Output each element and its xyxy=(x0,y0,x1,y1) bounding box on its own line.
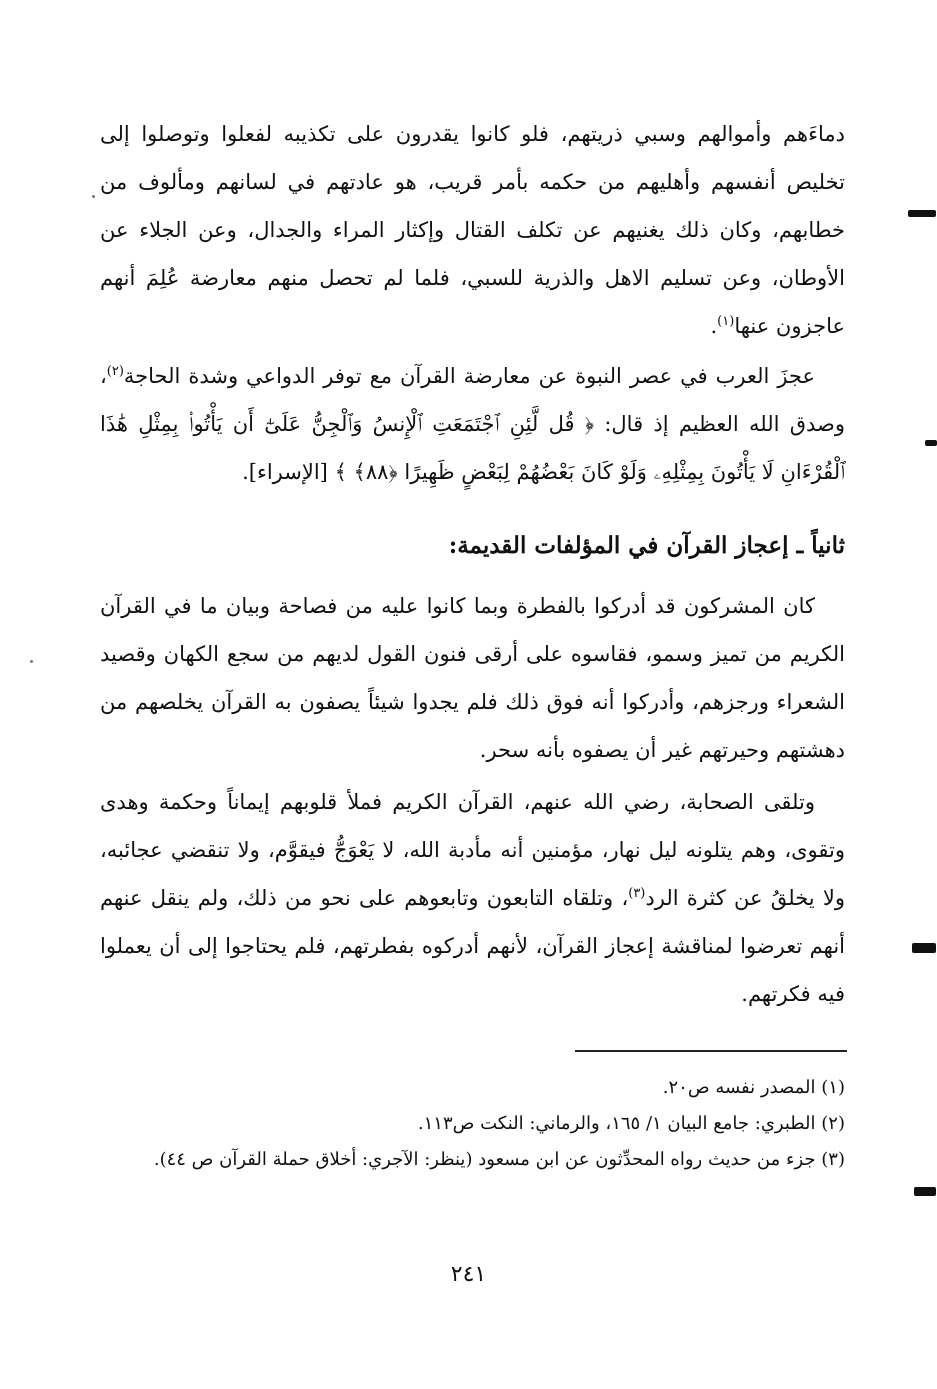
paragraph-1-text: دماءَهم وأموالهم وسبي ذريتهم، فلو كانوا يقدرون على تكذيبه لفعلوا وتوصلوا إلى تخليص أنفسهم وأهليهم من حكمه بأمر قريب، هو عادتهم في لسانهم ومألوف من خطابهم، وكان ذلك يغنيهم عن تكلف القتال وإكثار المراء والجدال، وعن الجلاء عن الأوطان، وعن تسليم الاهل والذرية للسبي، فلما لم تحصل منهم معارضة عُلِمَ أنهم عاجزون عنها xyxy=(100,122,845,338)
scan-speck xyxy=(92,195,95,198)
footnote-number: (٣) xyxy=(821,1149,845,1170)
footnote-ref-2: (٢) xyxy=(106,364,124,379)
footnote-text: جزء من حديث رواه المحدِّثون عن ابن مسعود (ينظر: الآجري: أخلاق حملة القرآن ص ٤٤). xyxy=(153,1149,816,1170)
footnote-number: (٢) xyxy=(821,1113,845,1134)
footnote-divider xyxy=(575,1050,847,1052)
paragraph-1-end: . xyxy=(710,314,718,338)
section-heading: ثانياً ـ إعجاز القرآن في المؤلفات القديمة: xyxy=(448,532,845,559)
scan-margin-mark xyxy=(925,440,937,446)
quran-verse: ﴿ قُل لَّئِنِ ٱجْتَمَعَتِ ٱلْإِنسُ وَٱلْجِنُّ عَلَىٰٓ أَن يَأْتُوا۟ بِمِثْلِ هَٰذَا ٱلْقُرْءَانِ لَا يَأْتُونَ بِمِثْلِهِۦ وَلَوْ كَانَ بَعْضُهُمْ لِبَعْضٍ ظَهِيرًا ﴿٨٨﴾ ﴾ xyxy=(100,412,845,484)
footnote-text: المصدر نفسه ص٢٠. xyxy=(662,1077,816,1098)
paragraph-2-text-middle: ، وصدق الله العظيم إذ قال: xyxy=(100,364,845,436)
footnote-2 xyxy=(100,1106,845,1142)
scan-margin-mark xyxy=(912,943,936,953)
paragraph-4 xyxy=(100,778,845,1018)
paragraph-3 xyxy=(100,582,845,774)
paragraph-4-text-after: ، وتلقاه التابعون وتابعوهم على نحو من ذلك، ولم ينقل عنهم أنهم تعرضوا لمناقشة إعجاز القرآن، لأنهم أدركوه بفطرتهم، فلم يحتاجوا إلى أن يعملوا فيه فكرتهم. xyxy=(100,886,845,1006)
paragraph-2-text-before: عجزَ العرب في عصر النبوة عن معارضة القرآن مع توفر الدواعي وشدة الحاجة xyxy=(123,364,815,388)
scan-margin-mark xyxy=(914,1187,936,1196)
scan-speck xyxy=(30,660,33,663)
footnote-text: الطبري: جامع البيان ١/ ١٦٥، والرماني: النكت ص١١٣. xyxy=(417,1113,816,1134)
paragraph-1 xyxy=(100,110,845,350)
paragraph-4-text-before: وتلقى الصحابة، رضي الله عنهم، القرآن الكريم فملأ قلوبهم إيماناً وحكمة وهدى وتقوى، وهم يتلونه ليل نهار، مؤمنين أنه مأدبة الله، لا يَعْوَجُّ فيقوَّم، ولا تنقضي عجائبه، ولا يخلقُ عن كثرة الرد xyxy=(100,790,845,910)
footnote-ref-3: (٣) xyxy=(628,886,646,901)
footnote-3 xyxy=(100,1142,845,1178)
page-number: ٢٤١ xyxy=(450,1262,487,1287)
footnotes xyxy=(100,1070,845,1178)
footnote-number: (١) xyxy=(821,1077,845,1098)
paragraph-3-text: كان المشركون قد أدركوا بالفطرة وبما كانوا عليه من فصاحة وبيان ما في القرآن الكريم من تميز وسمو، فقاسوه على أرقى فنون القول لديهم من سجع الكهان وقصيد الشعراء ورجزهم، وأدركوا أنه فوق ذلك فلم يجدوا شيئاً يصفون به القرآن يخلصهم من دهشتهم وحيرتهم غير أن يصفوه بأنه سحر. xyxy=(100,594,845,762)
paragraph-2 xyxy=(100,352,845,496)
paragraph-2-text-after: [الإسراء]. xyxy=(242,460,335,484)
footnote-ref-1: (١) xyxy=(717,314,735,329)
scan-margin-mark xyxy=(908,210,936,217)
footnote-1 xyxy=(100,1070,845,1106)
